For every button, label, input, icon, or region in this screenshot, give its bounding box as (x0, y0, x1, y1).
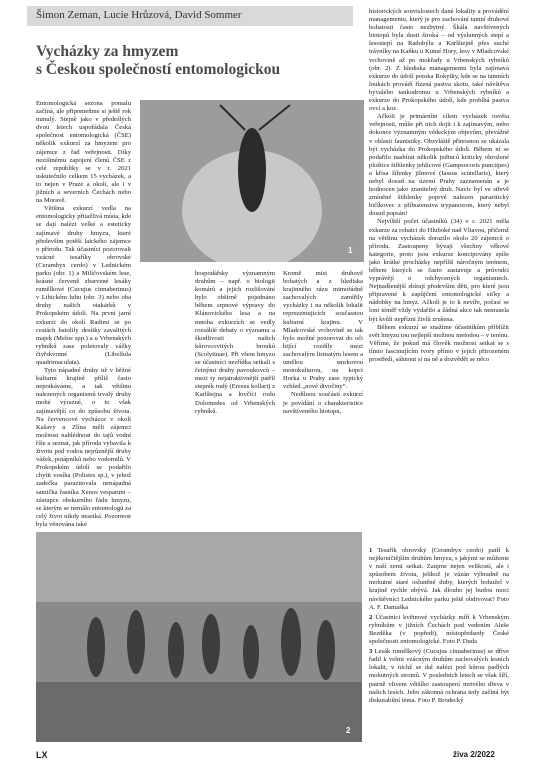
paragraph: historických souvislostech dané lokality a provádění managementu, který je pro zachování tamní druhové bohatosti často nezbytný. Škála navštívených biotopů byla dosti široká – od výslunných stepí a lesostepí na Radobýlu a Karlštejně přes suché trávníky na Kaňku u Kutné Hory, lesy v Mladcovské vrchovině až po mokřady u Vrbenských rybníků (obr. 2). Z hlediska managementu byla zajímavá exkurze do údolí potoka Rokytky, kde se na tamních loukách provádí řízená pastva skotu, také návštěva bývalého tankodromu u Vrbenských rybníků a exkurze do Prokopského údolí, kde probíhá pastva ovcí a koz. (369, 8, 509, 113)
photo-longhorn-beetle-on-hand (140, 100, 364, 262)
paragraph: Tyto nápadné druhy už v běžné kulturní krajině příliš často nepotkáváme, a tak většinu nalezených organismů trvalý druhy mohé výrazné, o to však zajímavější co do způsobu života. Na červencové vycházce v okolí Kašavy u Zlína měli zájemci možnost nahlédnout do tajů vodní říše a seznat, jak příroda vybavila k životu pod vodou nejrůznější druhy vážek, potápníků nebo vodomilů. V Prokopském údolí se podařilo chytit vosíka (Polistes sp.), v jehož zadečku parazitovala nenápadná samička řasníka Xenos vesparum – zástupce obskurního řádu hmyzu, se kterým se nemálo entomologů za celý život nikdy nesetká. Pozornost byla věnována také (36, 367, 131, 528)
page-number: LX (36, 750, 48, 760)
paragraph: Nejvíštší počet účastníků (34) v r. 2021 měla exkurze za rohatci do Hluboké nad Vltavou, přičemž na většinu vycházek dorazilo okolo 20 zájemců o přírodu. Zastoupeny bývají všechny věkové kategorie, proto jsou exkurze koncipovány spíše jako krátké procházky nepříliš náročným terénem, během kterých se často zastavuje a průvodci vyprávějí o odchycených organismech. Nejnadšenější sbírají především děti, pro které jsou připravené k zapůjčení entomologické síťky a nádobky na hmyz. Ačkoli je to k nevíře, počasí se loni téměř vždy vydařilo a žádná akce tak nemusela být kvůli nepřízni živlů zrušena. (369, 218, 509, 323)
paragraph: Entomologická sezona pomalu začíná, ale připomeňme si ještě rok minulý. Stejně jako v předešlých dvou letech uspořádala Česká společnost entomologická (ČSE) několik exkurzí za hmyzem pro zájemce z řad veřejnosti. Díky nezištnému zapojení členů ČSE z celé republiky se v r. 2021 uskutečnilo celkem 15 vycházek, a to nejen v Praze a okolí, ale i v jižních a severních Čechách nebo na Moravě. (36, 100, 131, 205)
caption-number: 1 (369, 547, 373, 554)
caption-text: Lesák rumělkový (Cucujus cinnaberinus) se dříve řadil k velmi vzácným druhům zachovalých lesních lokalit, v nichž se dal nalézt pod kůrou padlých mohutných stromů. V posledních letech se však šíří, patrně vlivem většího zastoupení mrtvého dřeva v našich lesích. Jeho zákonná ochrana tedy začíná být diskutabilní téma. Foto P. Brodecký (369, 648, 509, 704)
caption-2 (369, 614, 509, 646)
paragraph: Většina exkurzí vedla na entomologicky přitažlivá místa, kde se dají nalézt velké a esteticky zajímavé druhy hmyzu, které především potěší laického zájemce o přírodu. Tak účastníci pozorovali vzácné tesaříky obrovské (Cerambyx cerdo) v Lednickém parku (obr. 1) a Milíčovském lese, krásné červeně zbarvené lesáky rumělkové (Cucujus cinnaberinus) v Libickém luhu (obr. 3) nebo oba druhy našich otakárků v Prokopském údolí. Na první jarní exkurzi do okolí Radimi se po cestách batolily desítky zavalitých majek (Meloe spp.) a u Vrbenských rybníků zase poletovaly vážky čtyřskvrnné (Libellula quadrimaculata). (36, 205, 131, 366)
caption-number: 3 (369, 648, 373, 656)
caption-number: 2 (369, 613, 373, 621)
article-title (36, 43, 336, 79)
figure-captions (369, 547, 509, 707)
author-names: Šimon Zeman, Lucie Hrůzová, David Sommer (36, 9, 242, 21)
group-photo-illustration (36, 532, 362, 742)
article-title-line-1: Vycházky za hmyzem (36, 43, 179, 60)
body-column-middle-left (195, 270, 275, 416)
caption-3 (369, 648, 509, 705)
paragraph: Ačkoli je primárním cílem vycházek osvěta veřejnosti, může při nich dojít i k zajímavým, nebo dokonce významným vědeckým objevům, převážně v oblasti faunistiky. Obzvláště přínosnou se ukázala být vycházka do Prokopského údolí. Během ní se podařilo nasbírat několik jedinců kriticky ohrožené ploštice štíhlenky jehlicové (Gampsocoris punctipes) a křísa šířenky jilmové (Iassus scutellaris), který nebyl dosud na území Prahy zaznamenán a je hodnocen jako zranitelný druh. Navíc byl ve střevě zmíněné štíhlenky poprvé nalezen parazitický bičíkovec z příbuzenstva trypanozom, který nebyl dosud popsán! (369, 113, 509, 218)
paragraph: Nedílnou součástí exkurzí je povídání o charakteristice navštíveného biotopu, (283, 391, 363, 415)
photo-number-label: 2 (346, 726, 351, 735)
paragraph: hospodářsky významným druhům – např. o biologii komárů a jejich rozlišování bylo obšírně pojednáno během srpnové výpravy do Klánovického lesa a na mnoha exkurzích se vedly rozsáhlé debaty o významu a škodlivosti našich kůrovcovitých brouků (Scolytinae). Při všem hmyzu se účastníci nezřídka setkali s četnými druhy pavoukovců – mezi ty nejatraktivnější patřil stepník rudý (Eresus kollari) z Karlštejna a lovčíci rodu Dolomedes od Vrbenských rybníků. (195, 270, 275, 415)
body-column-left (36, 100, 131, 529)
photo-number-label: 1 (348, 246, 353, 255)
paragraph: Kromě míst druhově bohatých a z hlediska krajinného rázu mimořádně zachovalých zamířily vycházky i na několik lokalit reprezentujících současnou kulturní krajinu. V Mladcovské vrchovině se tak bylo možné pozorovat do oči bijící rozdíly mezi zachovalým listnatým lesem a umělou smrkovou monokulturou, na kopci Horka u Prahy zase typický vzhled „nové divočiny“. (283, 270, 363, 391)
body-column-middle-right (283, 270, 363, 416)
photo-excursion-group (36, 532, 362, 742)
issue-label: živa 2/2022 (453, 750, 495, 759)
caption-1 (369, 547, 509, 612)
body-column-right (369, 8, 509, 364)
article-title-line-2: s Českou společností entomologickou (36, 61, 281, 78)
caption-text: Tesařík obrovský (Cerambyx cerdo) patří k nejikoničtějším druhům hmyzu, s jakými se můžeme v naší zemi setkat. Zaujme nejen velikostí, ale i způsobem života, jelikož je vázán výhradně na mohutné staré osluněné duby, kterých bohužel v krajině rychle ubývá. Jak dlouho jej budou moci návštěvníci Lednického parku ještě obdivovat? Foto A. F. Damaška (369, 547, 509, 611)
paragraph: Během exkurzí se snažíme účastníkům přiblížit svět hmyzu tou nejlepší možnou metodou – v terénu. Věříme, že pokud má člověk možnost setkat se s tímto fascinujícím tvory přímo v jejich přirozeném prostředí, sáhnout si na ně a dozvědět se něco (369, 323, 509, 364)
caption-text: Účastníci květnové vycházky míří k Vrbenským rybníkům v jižních Čechách pod vedením Aleše Bezděka (v popředí), místopředsedy České společnosti entomologické. Foto P. Duda (369, 613, 509, 646)
beetle-photo-illustration (140, 100, 364, 262)
